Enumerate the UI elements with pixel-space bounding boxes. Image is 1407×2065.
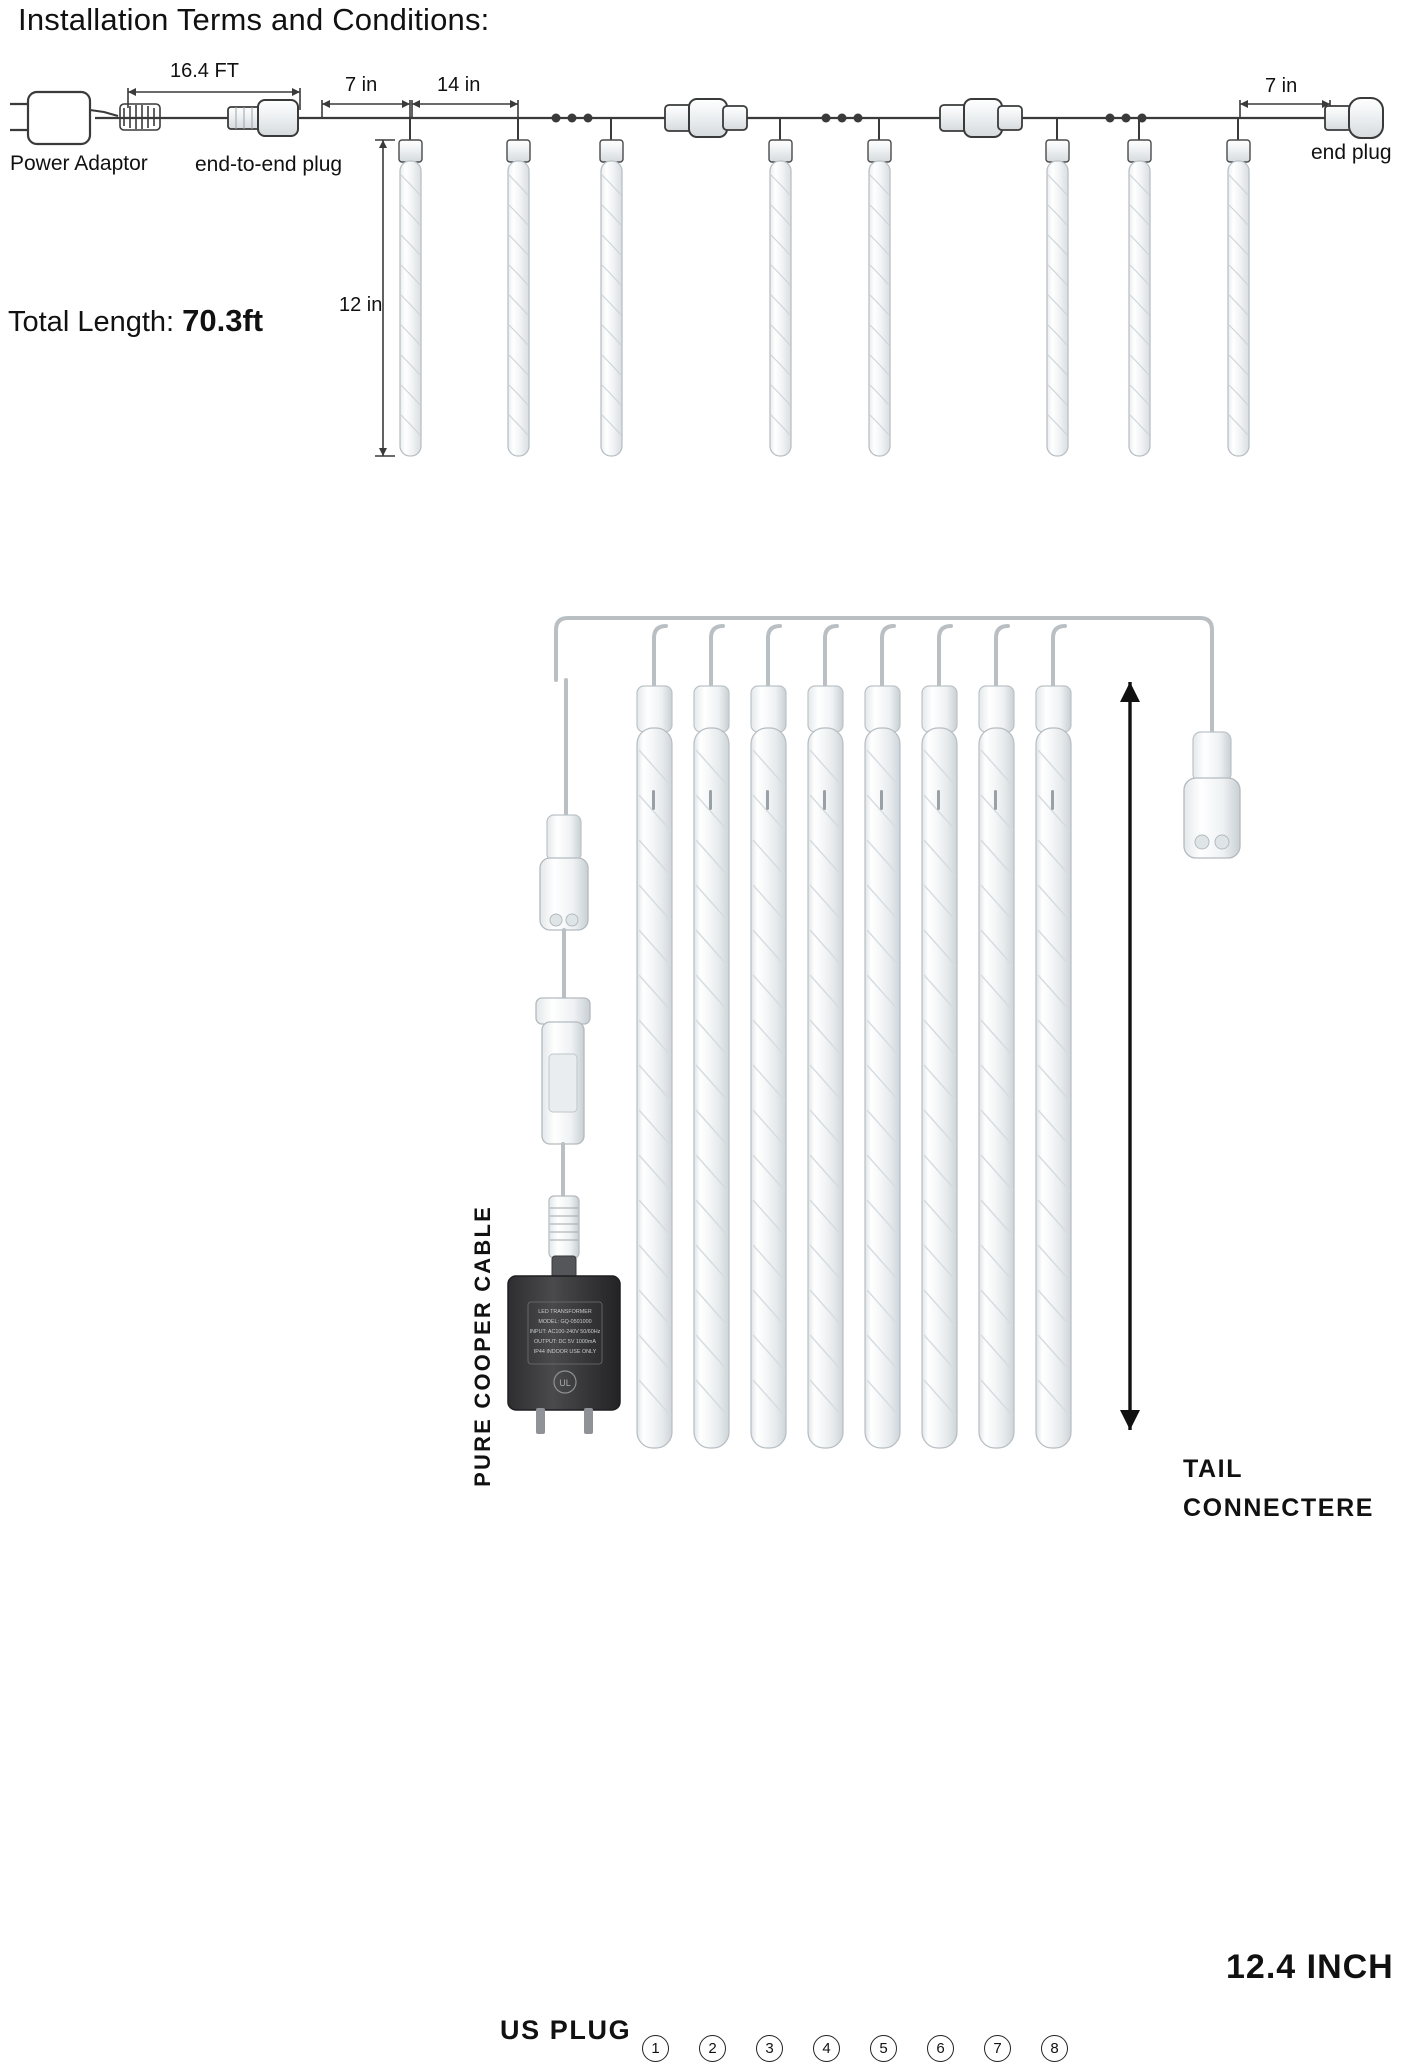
tube-number-2: 2 (699, 2035, 726, 2062)
end-to-end-plug-label: end-to-end plug (195, 153, 343, 176)
inline-connector-icon-1 (665, 99, 747, 137)
svg-text:MODEL: GQ-0501000: MODEL: GQ-0501000 (538, 1319, 592, 1325)
dimension-label-tube-spacing: 14 in (437, 74, 481, 96)
dimension-14in (412, 100, 518, 118)
dimension-label-end-spacing: 7 in (1265, 75, 1298, 97)
bus-cable (556, 618, 1212, 688)
total-length-label: Total Length: (8, 306, 175, 338)
tube-number-7: 7 (984, 2035, 1011, 2062)
tube-number-3: 3 (756, 2035, 783, 2062)
tube-number-8: 8 (1041, 2035, 1068, 2062)
lead-assembly (508, 680, 620, 1434)
svg-text:LED TRANSFORMER: LED TRANSFORMER (538, 1309, 592, 1315)
tube-number-6: 6 (927, 2035, 954, 2062)
tail-connector-label-line1: TAIL (1183, 1455, 1244, 1483)
tail-connector-label (1183, 1450, 1374, 1528)
tail-connector-label-line2: CONNECTERE (1183, 1493, 1375, 1522)
dimension-label-tube-length: 12 in (339, 294, 383, 316)
tube-number-4: 4 (813, 2035, 840, 2062)
end-to-end-plug-icon (228, 100, 298, 136)
us-plug-label: US PLUG (500, 2015, 632, 2045)
height-dimension-arrow (1120, 682, 1140, 1430)
svg-text:OUTPUT: DC 5V 1000mA: OUTPUT: DC 5V 1000mA (533, 1339, 597, 1345)
pure-copper-cable-label: PURE COOPER CABLE (470, 1205, 495, 1487)
tube-number-5: 5 (870, 2035, 897, 2062)
svg-text:IP44 INDOOR USE ONLY: IP44 INDOOR USE ONLY (533, 1349, 597, 1355)
end-plug-icon (1325, 98, 1383, 138)
page-title: Installation Terms and Conditions: (18, 2, 490, 37)
power-adaptor-label: Power Adaptor (10, 152, 148, 175)
total-length (8, 303, 263, 339)
dimension-label-lead-length: 16.4 FT (170, 60, 239, 82)
product-photo-diagram (0, 560, 1407, 2057)
total-length-value: 70.3ft (182, 303, 264, 338)
tube-number-row (630, 2035, 1100, 2065)
dimension-7in-end (1240, 100, 1330, 118)
svg-text:UL: UL (559, 1378, 571, 1388)
end-plug-label: end plug (1311, 141, 1392, 164)
led-tubes (637, 686, 1071, 1448)
dimension-label-first-spacing: 7 in (345, 74, 378, 96)
tube-number-1: 1 (642, 2035, 669, 2062)
tail-connector (1184, 680, 1240, 858)
svg-text:INPUT: AC100-240V 50/60Hz: INPUT: AC100-240V 50/60Hz (529, 1329, 601, 1335)
installation-diagram (0, 0, 1407, 540)
bottom-diagram-svg (0, 560, 1407, 1500)
dimension-7in-first (322, 100, 410, 118)
inline-connector-icon-2 (940, 99, 1022, 137)
tube-group (399, 118, 1250, 456)
height-dimension-label: 12.4 INCH (1226, 1948, 1394, 1986)
